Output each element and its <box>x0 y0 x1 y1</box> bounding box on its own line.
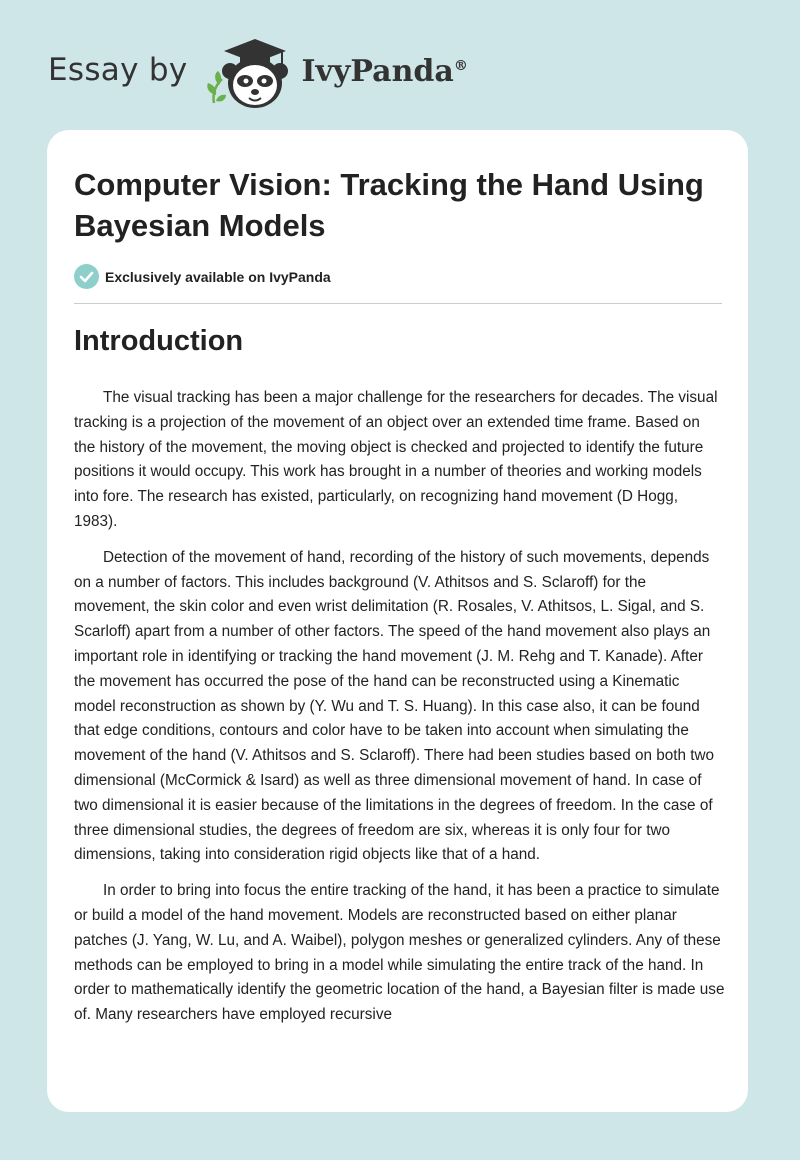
paragraph-3: In order to bring into focus the entire tracking of the hand, it has been a practice to simulate or build a model of the hand movement. Models are reconstructed based on either planar patches (J. Yang, W. Lu, and A. Waibel), polygon meshes or generalized cylinders. Any of these methods can be employed to bring in a model while simulating the entire track of the hand. In order to mathematically identify the geometric location of the hand, a Bayesian filter is made use of. Many researchers have employed recursive <box>74 882 725 1024</box>
brand-prefix: Essay by <box>48 52 188 88</box>
document-card <box>47 130 748 1112</box>
exclusive-badge <box>74 264 331 289</box>
section-heading-introduction: Introduction <box>74 325 244 357</box>
check-circle-icon <box>74 264 99 289</box>
registered-mark: ® <box>453 57 468 74</box>
divider <box>74 303 722 304</box>
paragraph-1: The visual tracking has been a major challenge for the researchers for decades. The visual tracking is a projection of the movement of an object over an extended time frame. Based on the history of the movement, the moving object is checked and projected to identify the future positions it would occupy. This work has brought in a number of theories and working models into fore. The research has existed, particularly, on recognizing hand movement (D Hogg, 1983). <box>74 389 718 530</box>
brand-header[interactable] <box>48 28 468 118</box>
body-text <box>74 386 725 1039</box>
document-title: Computer Vision: Tracking the Hand Using Bayesian Models <box>74 167 704 243</box>
paragraph-2: Detection of the movement of hand, recording of the history of such movements, depends on a number of factors. This includes background (V. Athitsos and S. Sclaroff) for the movement, the skin color and even wrist delimitation (R. Rosales, V. Athitsos, L. Sigal, and S. Scarloff) apart from a number of other factors. The speed of the hand movement also plays an important role in identifying or tracking the hand movement (J. M. Rehg and T. Kanade). After the movement has occurred the pose of the hand can be reconstructed using a Kinematic model reconstruction as shown by (Y. Wu and T. S. Huang). In this case also, it can be found that edge conditions, contours and color have to be taken into account when simulating the movement of the hand (V. Athitsos and S. Sclaroff). There had been studies based on both two dimensional (McCormick & Isard) as well as three dimensional movement of hand. In case of two dimensional it is easier because of the limitations in the degrees of freedom. In the case of three dimensional studies, the degrees of freedom are six, whereas it is only four for two dimensions, taking into consideration rigid objects like that of a hand. <box>74 548 715 864</box>
exclusive-label: Exclusively available on IvyPanda <box>105 268 331 285</box>
brand-name: IvyPanda® <box>301 53 468 89</box>
panda-logo-icon <box>204 33 296 113</box>
